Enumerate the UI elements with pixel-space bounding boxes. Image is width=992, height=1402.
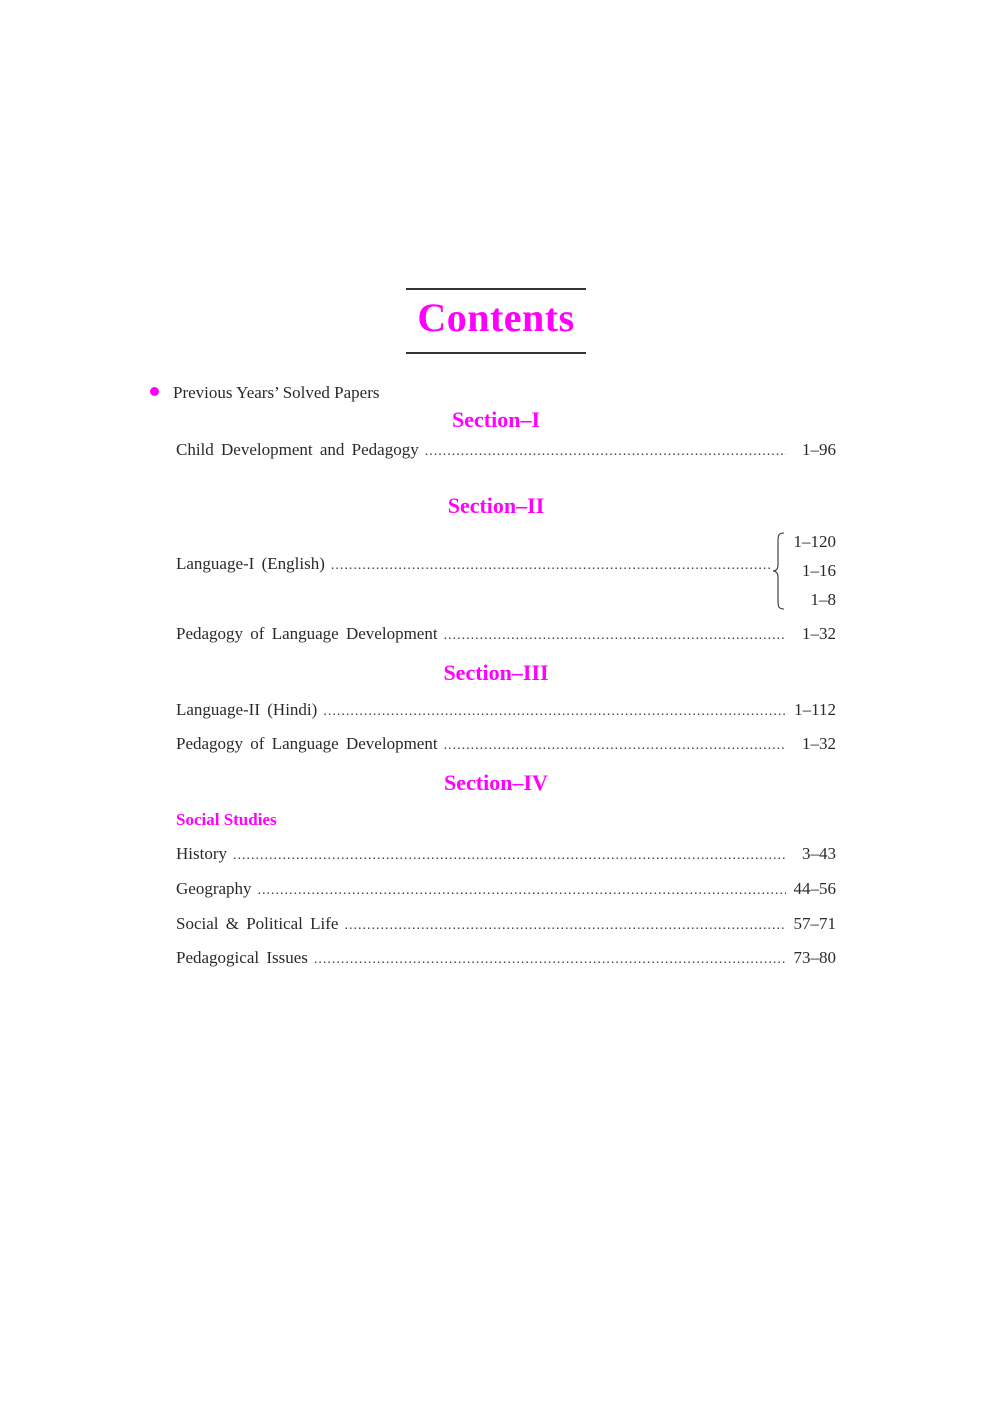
toc-entry[interactable] <box>176 843 836 865</box>
dot-leader <box>331 555 772 577</box>
toc-entry[interactable] <box>176 878 836 900</box>
toc-entry[interactable] <box>176 623 836 645</box>
entry-page: 1–32 <box>802 734 836 753</box>
bullet-icon <box>150 387 159 396</box>
brace-page-1: 1–120 <box>793 532 836 551</box>
toc-entry[interactable] <box>176 699 836 721</box>
entry-label: Social & Political Life <box>176 914 339 933</box>
section-heading-3: Section–III <box>443 660 549 685</box>
section-heading-1: Section–I <box>452 407 540 432</box>
toc-entry[interactable] <box>176 733 836 755</box>
dot-leader <box>314 949 786 971</box>
curly-brace-icon <box>772 532 786 610</box>
entry-label: Language-I (English) <box>176 554 325 573</box>
entry-label: Pedagogical Issues <box>176 948 308 967</box>
entry-page: 3–43 <box>802 844 836 863</box>
brace-page-3: 1–8 <box>810 590 836 609</box>
entry-page: 1–112 <box>794 700 836 719</box>
entry-label: Child Development and Pedagogy <box>176 440 419 459</box>
section-heading-2: Section–II <box>447 493 545 518</box>
dot-leader <box>425 441 786 463</box>
dot-leader <box>444 735 786 757</box>
intro-text: Previous Years’ Solved Papers <box>173 383 380 402</box>
brace-page-2: 1–16 <box>802 561 836 580</box>
entry-label: Pedagogy of Language Development <box>176 624 438 643</box>
section-heading-4: Section–IV <box>444 770 548 795</box>
title-block <box>406 288 586 354</box>
entry-page: 1–32 <box>802 624 836 643</box>
entry-label: Language-II (Hindi) <box>176 700 318 719</box>
dot-leader <box>258 880 786 902</box>
entry-page: 73–80 <box>793 948 836 967</box>
dot-leader <box>444 625 786 647</box>
dot-leader <box>233 845 786 867</box>
toc-entry-braced[interactable] <box>176 553 776 575</box>
intro-line <box>150 382 380 404</box>
entry-page: 1–96 <box>802 440 836 459</box>
entry-label: History <box>176 844 227 863</box>
toc-entry[interactable] <box>176 913 836 935</box>
dot-leader <box>344 915 786 937</box>
dot-leader <box>323 701 786 723</box>
entry-page: 57–71 <box>793 914 836 933</box>
entry-label: Pedagogy of Language Development <box>176 734 438 753</box>
toc-entry[interactable] <box>176 947 836 969</box>
page-title: Contents <box>417 295 575 340</box>
entry-page: 44–56 <box>793 879 836 898</box>
toc-entry[interactable] <box>176 439 836 461</box>
entry-label: Geography <box>176 879 252 898</box>
subheading-social-studies: Social Studies <box>176 810 277 829</box>
